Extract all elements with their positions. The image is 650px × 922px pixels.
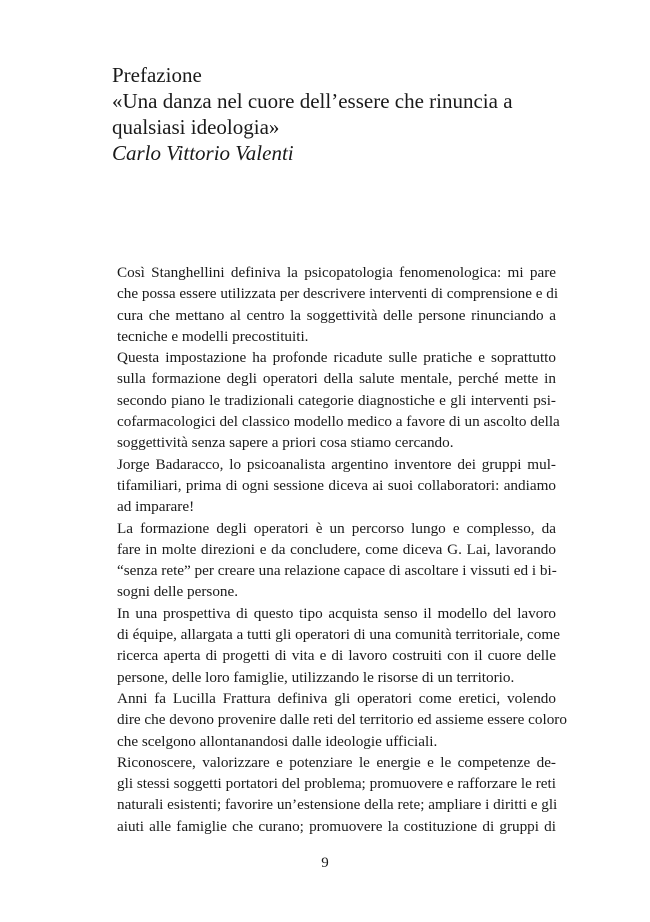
paragraph [100, 688, 567, 752]
chapter-title-line-2: qualsiasi ideologia» [112, 115, 280, 139]
text-line: naturali esistenti; favorire un’estensione della rete; ampliare i diritti e gli [117, 796, 558, 814]
text-line: tifamiliari, prima di ogni sessione diceva ai suoi collaboratori: andiamo [117, 476, 556, 494]
text-line: Riconoscere, valorizzare e potenziare le energie e le competenze de- [117, 753, 556, 771]
text-line: ricerca aperta di progetti di vita e di lavoro costruiti con il cuore delle [117, 647, 556, 665]
text-line: “senza rete” per creare una relazione capace di ascoltare i vissuti ed i bi- [117, 562, 557, 580]
paragraph [100, 262, 559, 347]
text-line: In una prospettiva di questo tipo acquista senso il modello del lavoro [117, 604, 556, 622]
paragraph [100, 347, 560, 453]
text-line: che possa essere utilizzata per descrivere interventi di comprensione e di [117, 285, 559, 303]
text-line: gli stessi soggetti portatori del problema; promuovere e rafforzare le reti [117, 775, 556, 793]
text-line: tecniche e modelli precostituiti. [117, 327, 309, 345]
text-line: secondo piano le tradizionali categorie diagnostiche e gli interventi psi- [117, 391, 556, 409]
text-line: soggettività senza sapere a priori cosa stiamo cercando. [117, 434, 454, 452]
text-line: dire che devono provenire dalle reti del territorio ed assieme essere coloro [117, 711, 567, 729]
chapter-title-line-1: «Una danza nel cuore dell’essere che rinuncia a [112, 89, 513, 113]
page-number: 9 [321, 855, 329, 871]
text-line: aiuti alle famiglie che curano; promuovere la costituzione di gruppi di [117, 817, 556, 835]
author-name: Carlo Vittorio Valenti [112, 141, 294, 165]
text-line: cura che mettano al centro la soggettività delle persone rinunciando a [117, 306, 556, 324]
paragraph [100, 518, 556, 603]
text-line: Anni fa Lucilla Frattura definiva gli operatori come eretici, volendo [117, 689, 556, 707]
text-line: La formazione degli operatori è un percorso lungo e complesso, da [117, 519, 556, 537]
text-line: sogni delle persone. [117, 583, 239, 601]
paragraph [100, 603, 560, 688]
body-text [100, 262, 567, 837]
text-line: cofarmacologici del classico modello medico a favore di un ascolto della [117, 413, 560, 431]
preface-label: Prefazione [112, 63, 202, 87]
text-line: sulla formazione degli operatori della salute mentale, perché mette in [117, 370, 556, 388]
text-line: persone, delle loro famiglie, utilizzando le risorse di un territorio. [117, 668, 515, 686]
text-line: Questa impostazione ha profonde ricadute sulle pratiche e soprattutto [117, 349, 556, 367]
text-line: fare in molte direzioni e da concludere, come diceva G. Lai, lavorando [117, 540, 556, 558]
text-line: ad imparare! [117, 498, 195, 516]
paragraph [100, 454, 556, 518]
chapter-heading [112, 62, 582, 166]
text-line: Così Stanghellini definiva la psicopatologia fenomenologica: mi pare [117, 264, 556, 281]
text-line: di équipe, allargata a tutti gli operatori di una comunità territoriale, come [117, 626, 560, 644]
text-line: Jorge Badaracco, lo psicoanalista argentino inventore dei gruppi mul- [117, 455, 556, 473]
paragraph [100, 752, 556, 837]
text-line: che scelgono allontanandosi dalle ideologie ufficiali. [117, 732, 438, 750]
